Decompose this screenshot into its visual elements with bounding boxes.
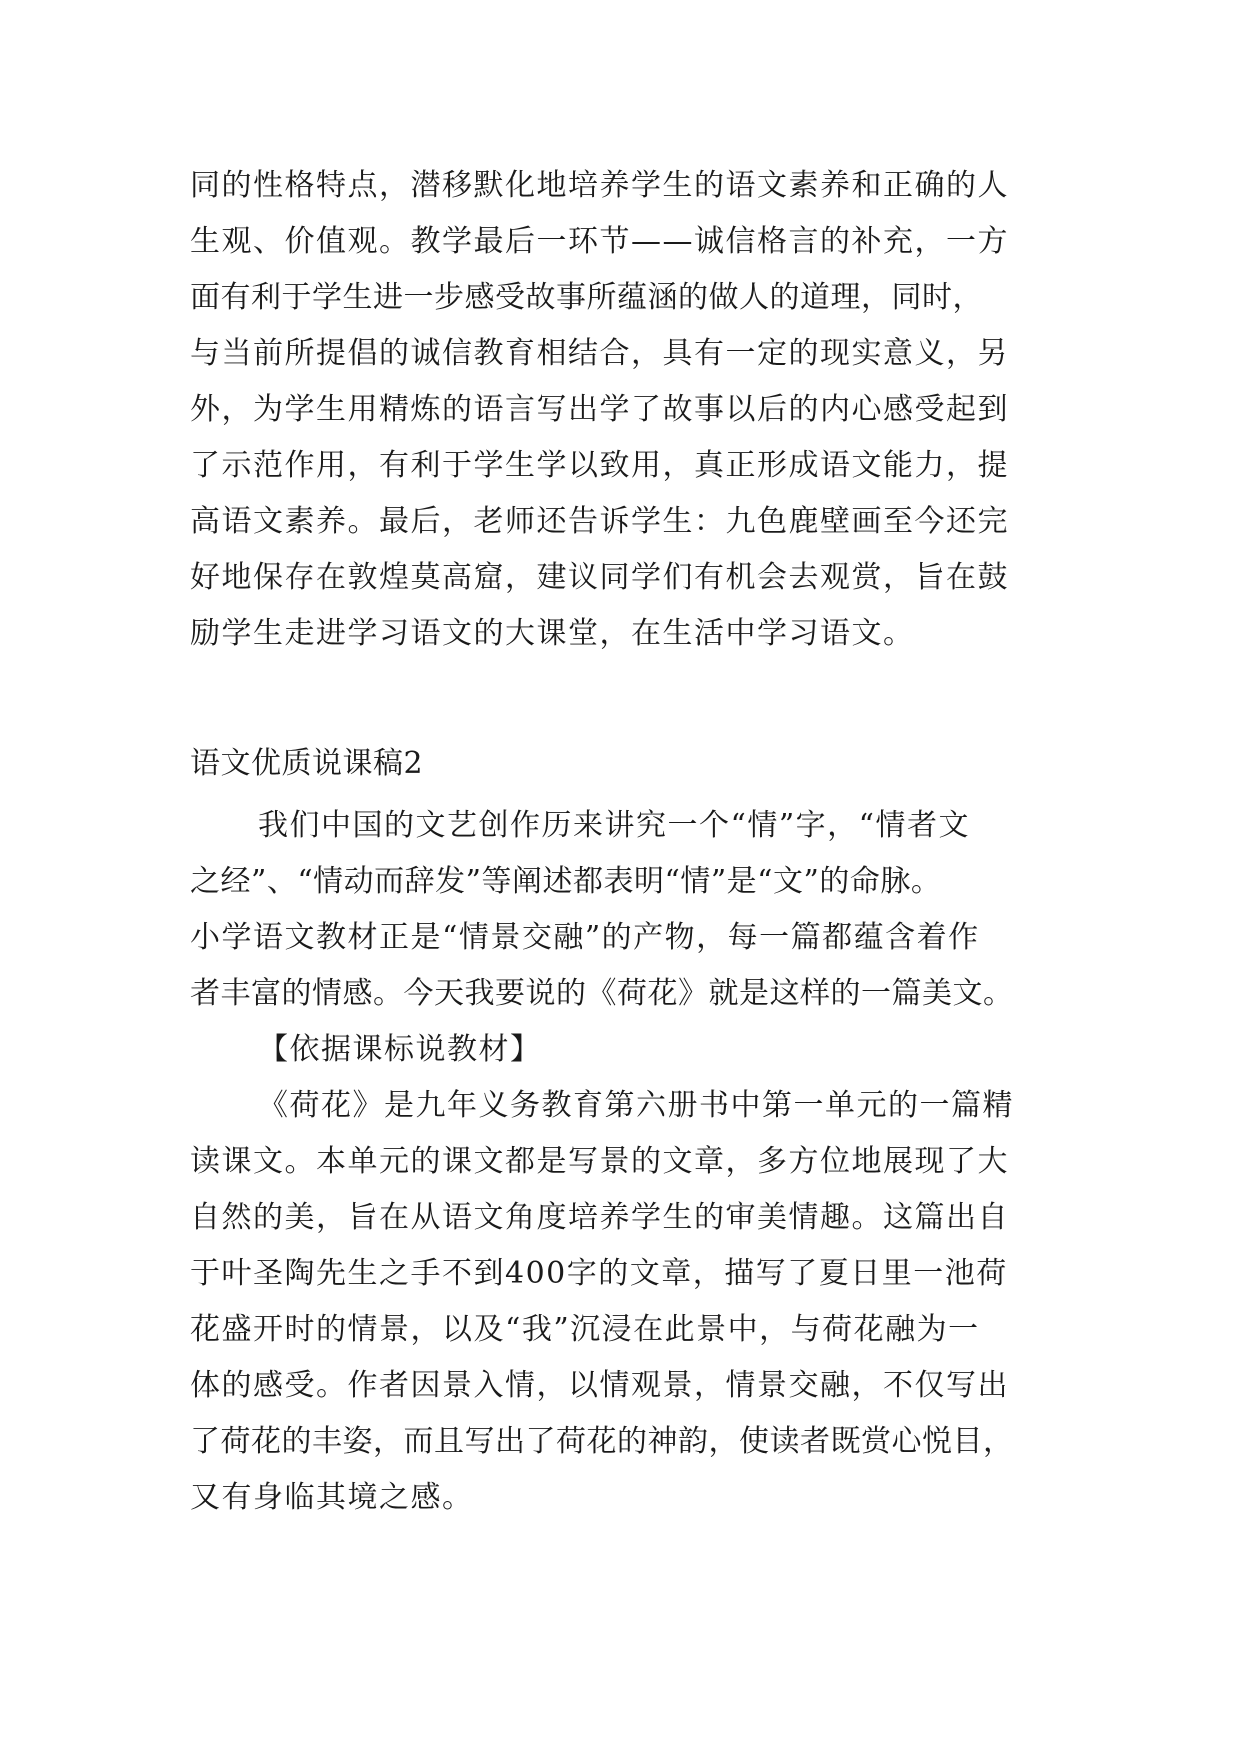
subheading: 【依据课标说教材】 [258,1032,542,1067]
text-line: 外，为学生用精炼的语言写出学了故事以后的内心感受起到 [190,392,1009,427]
text-line: 者丰富的情感。今天我要说的《荷花》就是这样的一篇美文。 [190,976,1014,1011]
section-body [190,798,1070,1526]
text-line: 于叶圣陶先生之手不到400字的文章，描写了夏日里一池荷 [190,1256,1008,1291]
text-line: 了示范作用，有利于学生学以致用，真正形成语文能力，提 [190,448,1009,483]
text-line: 高语文素养。最后，老师还告诉学生：九色鹿壁画至今还完 [190,504,1009,539]
text-line: 小学语文教材正是“情景交融”的产物，每一篇都蕴含着作 [190,920,980,955]
text-line: 励学生走进学习语文的大课堂，在生活中学习语文。 [190,616,915,651]
continuation-paragraph [190,158,1070,662]
text-line: 生观、价值观。教学最后一环节——诚信格言的补充，一方 [190,224,1009,259]
text-line: 好地保存在敦煌莫高窟，建议同学们有机会去观赏，旨在鼓 [190,560,1009,595]
text-line: 了荷花的丰姿，而且写出了荷花的神韵，使读者既赏心悦目， [190,1424,1014,1459]
text-line: 面有利于学生进一步感受故事所蕴涵的做人的道理，同时， [190,280,983,315]
text-line: 同的性格特点，潜移默化地培养学生的语文素养和正确的人 [190,168,1009,203]
text-line: 又有身临其境之感。 [190,1480,474,1515]
section-title-block [190,736,1070,792]
text-line: 之经”、“情动而辞发”等阐述都表明“情”是“文”的命脉。 [190,864,942,899]
section-title: 语文优质说课稿2 [190,746,424,781]
text-line: 自然的美，旨在从语文角度培养学生的审美情趣。这篇出自 [190,1200,1009,1235]
text-line: 体的感受。作者因景入情，以情观景，情景交融，不仅写出 [190,1368,1009,1403]
text-line: 花盛开时的情景，以及“我”沉浸在此景中，与荷花融为一 [190,1312,980,1347]
text-line: 与当前所提倡的诚信教育相结合，具有一定的现实意义，另 [190,336,1009,371]
text-line: 《荷花》是九年义务教育第六册书中第一单元的一篇精 [258,1088,1014,1123]
text-line: 我们中国的文艺创作历来讲究一个“情”字，“情者文 [258,808,971,843]
text-line: 读课文。本单元的课文都是写景的文章，多方位地展现了大 [190,1144,1009,1179]
